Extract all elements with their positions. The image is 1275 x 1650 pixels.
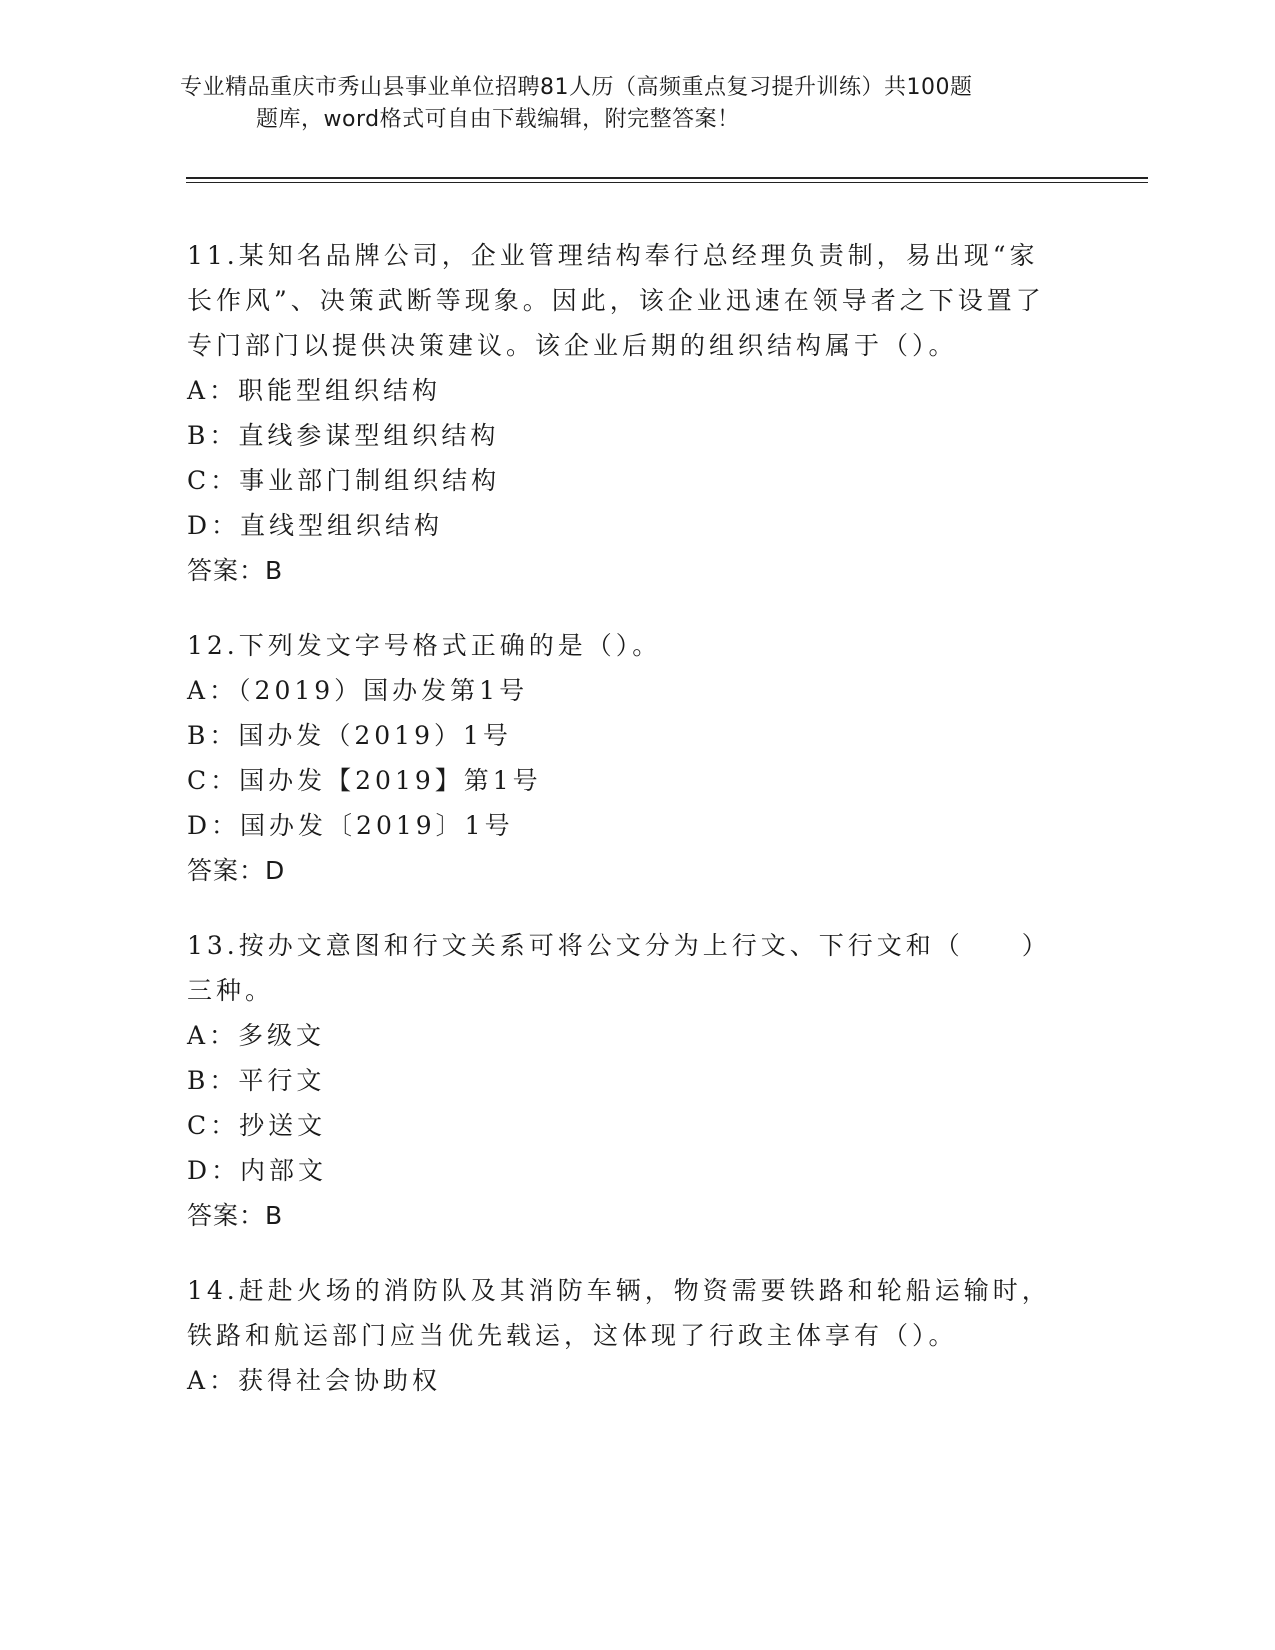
option-b: B：国办发（2019）1号	[187, 721, 512, 750]
option-b: B：直线参谋型组织结构	[187, 421, 500, 450]
option-d: D：国办发〔2019〕1号	[187, 811, 514, 840]
answer-line: 答案：B	[187, 1201, 284, 1230]
question-stem: 11.某知名品牌公司，企业管理结构奉行总经理负责制，易出现“家长作风”、决策武断等现象。因此，该企业迅速在领导者之下设置了专门部门以提供决策建议。该企业后期的组织结构属于（）。	[187, 241, 1045, 360]
option-a: A：职能型组织结构	[187, 376, 442, 405]
option-a: A：多级文	[187, 1021, 326, 1050]
question-list	[187, 233, 1067, 1433]
header-divider	[186, 177, 1148, 183]
option-c: C：国办发【2019】第1号	[187, 766, 542, 795]
header-title-line2: 题库，word格式可自由下载编辑，附完整答案！	[256, 107, 740, 132]
option-c: C：抄送文	[187, 1111, 327, 1140]
document-header	[180, 72, 1080, 136]
question-12	[187, 623, 1067, 893]
option-d: D：内部文	[187, 1156, 328, 1185]
answer-line: 答案：B	[187, 556, 284, 585]
answer-line: 答案：D	[187, 856, 286, 885]
question-stem: 14.赶赴火场的消防队及其消防车辆，物资需要铁路和轮船运输时，铁路和航运部门应当优先载运，这体现了行政主体享有（）。	[187, 1276, 1051, 1350]
question-stem: 12.下列发文字号格式正确的是（）。	[187, 631, 662, 660]
option-b: B：平行文	[187, 1066, 326, 1095]
question-14	[187, 1268, 1067, 1403]
option-d: D：直线型组织结构	[187, 511, 444, 540]
question-stem: 13.按办文意图和行文关系可将公文分为上行文、下行文和（ ）三种。	[187, 931, 1051, 1005]
question-11	[187, 233, 1067, 593]
header-title-line1: 专业精品重庆市秀山县事业单位招聘81人历（高频重点复习提升训练）共100题	[180, 75, 973, 100]
option-c: C：事业部门制组织结构	[187, 466, 501, 495]
option-a: A：获得社会协助权	[187, 1366, 442, 1395]
option-a: A：（2019）国办发第1号	[187, 676, 529, 705]
question-13	[187, 923, 1067, 1238]
